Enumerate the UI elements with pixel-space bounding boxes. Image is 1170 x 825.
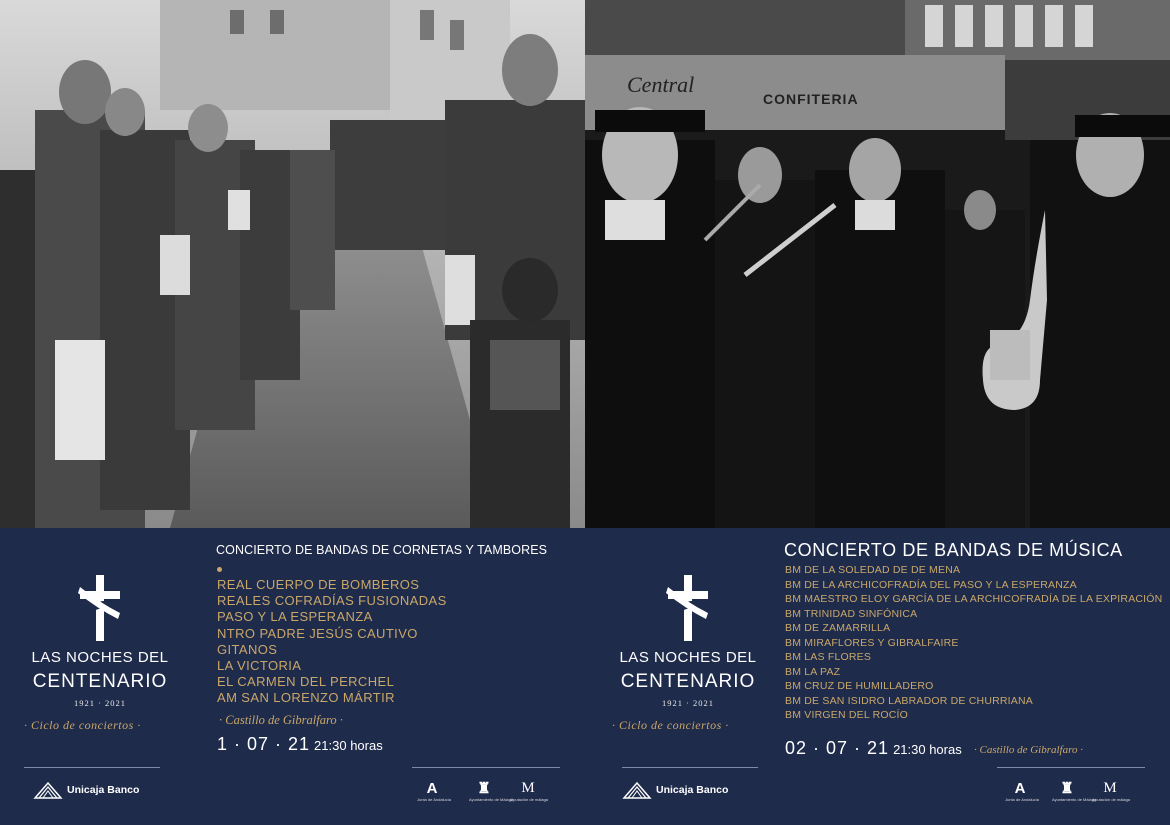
cross-icon bbox=[74, 573, 126, 643]
sign-central: Central bbox=[627, 72, 695, 97]
info-panel bbox=[0, 528, 585, 825]
diputacion-caption: diputación de málaga bbox=[510, 797, 549, 802]
diputacion-logo bbox=[510, 780, 549, 802]
divider-right bbox=[412, 767, 560, 768]
unicaja-logo bbox=[33, 780, 139, 800]
bank-name: Unicaja Banco bbox=[67, 784, 140, 796]
list-item: EL CARMEN DEL PERCHEL bbox=[217, 674, 395, 690]
historic-photo-band bbox=[585, 0, 1170, 528]
unicaja-icon bbox=[33, 780, 63, 800]
list-item: REALES COFRADÍAS FUSIONADAS bbox=[217, 593, 447, 609]
list-item: BM LA PAZ bbox=[785, 665, 841, 678]
ayuntamiento-logo bbox=[1052, 780, 1097, 802]
concert-title: CONCIERTO DE BANDAS DE MÚSICA bbox=[784, 540, 1123, 560]
venue-label: · Castillo de Gibralfaro · bbox=[219, 713, 343, 727]
diputacion-caption: diputación de málaga bbox=[1092, 797, 1131, 802]
list-item: BM DE LA SOLEDAD DE DE MENA bbox=[785, 564, 961, 576]
date-value: 1 · 07 · 21 bbox=[217, 734, 311, 754]
list-item: BM MAESTRO ELOY GARCÍA DE LA ARCHICOFRADÍA DE LA EXPIRACIÓN bbox=[785, 593, 1163, 605]
cross-icon bbox=[662, 573, 714, 643]
list-item: BM CRUZ DE HUMILLADERO bbox=[785, 680, 934, 692]
centenario-logo bbox=[20, 573, 180, 708]
info-panel bbox=[585, 528, 1170, 825]
list-item: AM SAN LORENZO MÁRTIR bbox=[217, 690, 395, 706]
time-value: 21:30 horas bbox=[314, 738, 383, 753]
cycle-label: · Ciclo de conciertos · bbox=[612, 718, 729, 732]
sign-confiteria: CONFITERIA bbox=[763, 91, 859, 107]
centenario-logo bbox=[608, 573, 768, 708]
list-item: LA VICTORIA bbox=[217, 658, 302, 674]
diputacion-icon: M bbox=[1103, 780, 1117, 796]
bullet-dot bbox=[217, 567, 222, 572]
list-item: PASO Y LA ESPERANZA bbox=[217, 609, 373, 625]
concert-date bbox=[217, 734, 383, 755]
logo-years: 1921 · 2021 bbox=[661, 698, 715, 708]
logo-title-line1: LAS NOCHES DEL bbox=[619, 649, 757, 666]
band-list bbox=[785, 563, 1162, 723]
date-value: 02 · 07 · 21 bbox=[785, 738, 890, 758]
time-value: 21:30 horas bbox=[893, 742, 962, 757]
junta-logo bbox=[1005, 780, 1040, 802]
list-item: REAL CUERPO DE BOMBEROS bbox=[217, 577, 420, 592]
band-list bbox=[217, 577, 447, 707]
logo-title-line1: LAS NOCHES DEL bbox=[31, 649, 169, 666]
logo-title-line2: CENTENARIO bbox=[32, 671, 168, 692]
junta-caption: Junta de Andalucía bbox=[417, 797, 452, 802]
list-item: NTRO PADRE JESÚS CAUTIVO bbox=[217, 625, 418, 641]
band-photo bbox=[585, 0, 1170, 528]
historic-photo-parade bbox=[0, 0, 585, 528]
list-item: BM DE LA ARCHICOFRADÍA DEL PASO Y LA ESPERANZA bbox=[785, 578, 1077, 591]
venue-label: · Castillo de Gibralfaro · bbox=[974, 744, 1083, 756]
concert-date bbox=[785, 738, 962, 759]
cycle-label: · Ciclo de conciertos · bbox=[24, 718, 141, 732]
crest-icon: ♜ bbox=[477, 780, 491, 797]
list-item: BM MIRAFLORES Y GIBRALFAIRE bbox=[785, 636, 959, 649]
list-item: BM VIRGEN DEL ROCÍO bbox=[785, 709, 909, 721]
bank-name: Unicaja Banco bbox=[656, 784, 729, 796]
list-item: BM LAS FLORES bbox=[785, 651, 872, 663]
concert-title: CONCIERTO DE BANDAS DE CORNETAS Y TAMBORES bbox=[216, 543, 548, 557]
crest-icon: ♜ bbox=[1060, 780, 1074, 797]
junta-caption: Junta de Andalucía bbox=[1005, 797, 1040, 802]
list-item: BM DE SAN ISIDRO LABRADOR DE CHURRIANA bbox=[785, 694, 1033, 707]
poster-musica bbox=[585, 0, 1170, 825]
logo-years: 1921 · 2021 bbox=[73, 698, 127, 708]
parade-photo bbox=[0, 0, 585, 528]
ayto-caption: Ayuntamiento de Málaga bbox=[1052, 797, 1097, 802]
list-item: GITANOS bbox=[217, 641, 278, 657]
ayuntamiento-logo bbox=[469, 780, 514, 802]
list-item: BM TRINIDAD SINFÓNICA bbox=[785, 607, 918, 620]
diputacion-icon: M bbox=[521, 780, 535, 796]
junta-icon: A bbox=[426, 780, 438, 797]
junta-logo bbox=[417, 780, 452, 802]
unicaja-icon bbox=[622, 780, 652, 800]
divider-left bbox=[24, 767, 160, 768]
unicaja-logo bbox=[622, 780, 728, 800]
diputacion-logo bbox=[1092, 780, 1131, 802]
ayto-caption: Ayuntamiento de Málaga bbox=[469, 797, 514, 802]
list-item: BM DE ZAMARRILLA bbox=[785, 622, 891, 634]
divider-left bbox=[622, 767, 758, 768]
junta-icon: A bbox=[1014, 780, 1026, 797]
divider-right bbox=[997, 767, 1145, 768]
logo-title-line2: CENTENARIO bbox=[620, 671, 756, 692]
